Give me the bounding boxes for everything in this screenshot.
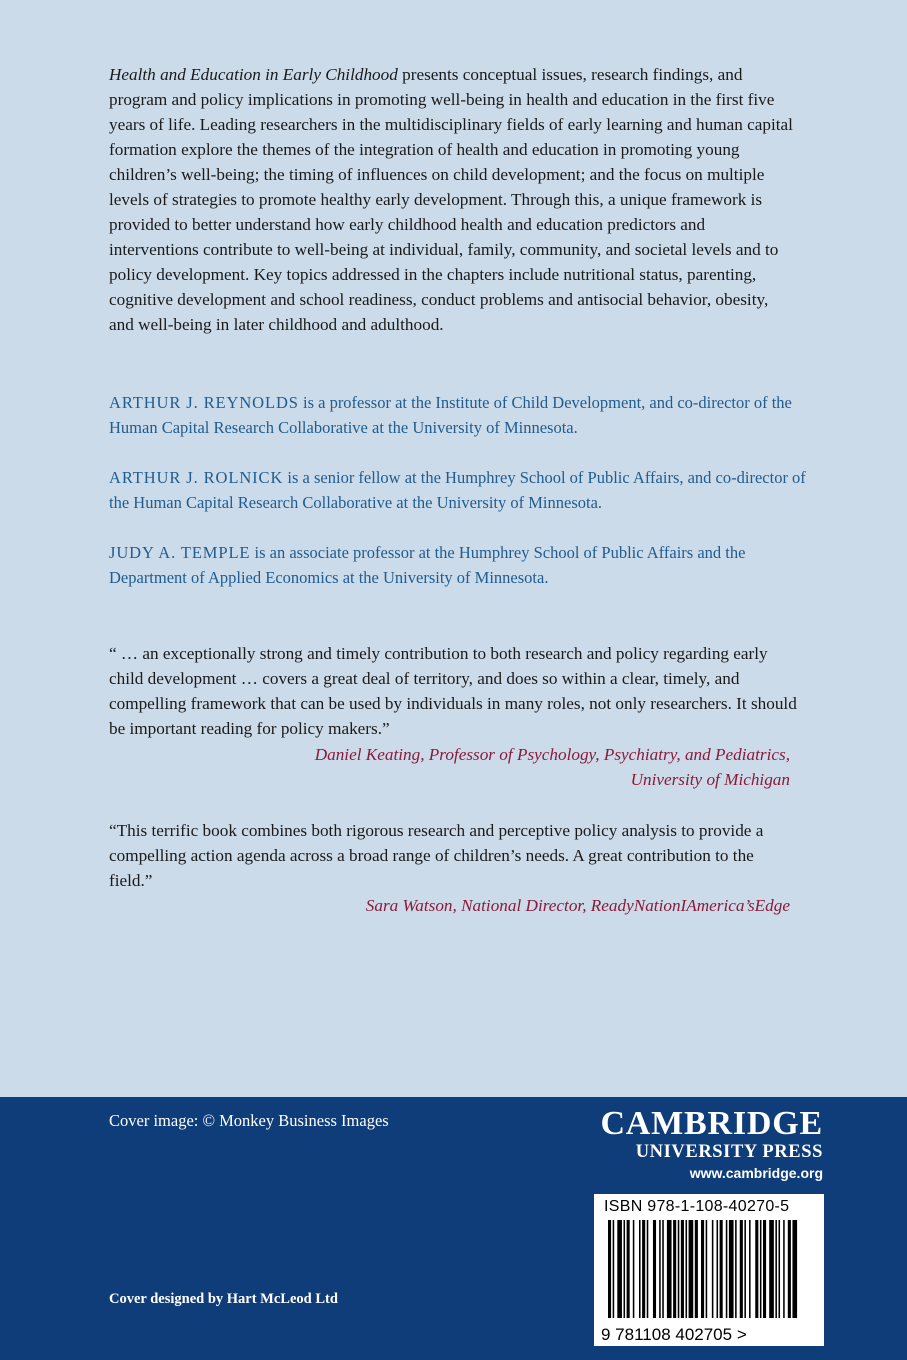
barcode xyxy=(594,1194,824,1346)
author-bio-reynolds xyxy=(109,390,809,440)
barcode-bar xyxy=(681,1220,684,1318)
endorsement-attribution-watson xyxy=(190,893,790,918)
barcode-bar xyxy=(642,1220,645,1318)
author-bio-temple xyxy=(109,540,809,590)
barcode-bar xyxy=(624,1220,626,1318)
barcode-bar xyxy=(783,1220,785,1318)
barcode-bar xyxy=(673,1220,676,1318)
publisher-logo xyxy=(600,1107,823,1183)
barcode-bar xyxy=(647,1220,649,1318)
endorsement-attribution-keating xyxy=(190,742,790,792)
barcode-bar xyxy=(744,1220,746,1318)
author-name: JUDY A. TEMPLE xyxy=(109,543,251,562)
barcode-bar xyxy=(788,1220,791,1318)
barcode-bar xyxy=(749,1220,751,1318)
barcode-bar xyxy=(617,1220,622,1318)
barcode-bar xyxy=(613,1220,615,1318)
barcode-bar xyxy=(678,1220,680,1318)
barcode-digits: 9 781108 402705 > xyxy=(601,1325,747,1344)
barcode-bar xyxy=(740,1220,743,1318)
barcode-bar xyxy=(662,1220,664,1318)
author-name: ARTHUR J. ROLNICK xyxy=(109,468,284,487)
endorsement-quote-keating: “ … an exceptionally strong and timely contribution to both research and policy regarding early child development … covers a great deal of territory, and does so within a clear, timely, and compelling framework that can be used by individuals in many roles, not only researchers. It should be important reading for policy makers.” xyxy=(109,644,797,738)
author-bio: is a professor at the Institute of Child Development, and co-director of the Human Capital Research Collaborative at the University of Minnesota. xyxy=(109,393,792,437)
barcode-bar xyxy=(667,1220,672,1318)
attribution-line: Sara Watson, National Director, ReadyNationIAmerica’sEdge xyxy=(365,896,790,915)
author-bio: is an associate professor at the Humphrey School of Public Affairs and the Department of Applied Economics at the University of Minnesota. xyxy=(109,543,746,587)
publisher-name: CAMBRIDGE xyxy=(600,1105,823,1142)
barcode-bars xyxy=(608,1220,797,1318)
author-bio: is a senior fellow at the Humphrey School of Public Affairs, and co-director of the Human Capital Research Collaborative at the University of Minnesota. xyxy=(109,468,806,512)
author-bio-rolnick xyxy=(109,465,809,515)
barcode-bar xyxy=(659,1220,661,1318)
publisher-footer xyxy=(0,1097,907,1360)
barcode-bar xyxy=(712,1220,714,1318)
barcode-bar xyxy=(701,1220,704,1318)
author-name: ARTHUR J. REYNOLDS xyxy=(109,393,299,412)
barcode-bar xyxy=(717,1220,719,1318)
barcode-bar xyxy=(769,1220,774,1318)
barcode-bar xyxy=(775,1220,777,1318)
barcode-bar xyxy=(735,1220,737,1318)
barcode-bar xyxy=(608,1220,611,1318)
barcode-bar xyxy=(760,1220,762,1318)
cover-image-credit: Cover image: © Monkey Business Images xyxy=(109,1111,389,1130)
barcode-bar xyxy=(729,1220,734,1318)
barcode-bar xyxy=(627,1220,630,1318)
publisher-subtitle: UNIVERSITY PRESS xyxy=(635,1142,823,1162)
barcode-bar xyxy=(633,1220,635,1318)
barcode-bar xyxy=(755,1220,758,1318)
publisher-url: www.cambridge.org xyxy=(689,1165,823,1181)
description-text: presents conceptual issues, research findings, and program and policy implications in promoting well-being in health and education in the first five years of life. Leading researchers in the multidisciplinary fields of early learning and human capital formation explore the themes of the integration of health and education in promoting young children’s well-being; the timing of influences on child development; and the focus on multiple levels of strategies to promote healthy early development. Through this, a unique framework is provided to better understand how early childhood health and education predictors and interventions contribute to well-being at individual, family, community, and societal levels and to policy development. Key topics addressed in the chapters include nutritional status, parenting, cognitive development and school readiness, conduct problems and antisocial behavior, obesity, and well-being in later childhood and adulthood. xyxy=(109,65,793,334)
barcode-bar xyxy=(686,1220,688,1318)
attribution-line: University of Michigan xyxy=(630,770,790,789)
book-title: Health and Education in Early Childhood xyxy=(109,65,398,84)
attribution-line: Daniel Keating, Professor of Psychology, Psychiatry, and Pediatrics, xyxy=(314,745,790,764)
barcode-bar xyxy=(763,1220,766,1318)
barcode-bar xyxy=(695,1220,698,1318)
barcode-bar xyxy=(779,1220,781,1318)
isbn-barcode-box xyxy=(594,1194,824,1346)
isbn-number: ISBN 978-1-108-40270-5 xyxy=(604,1198,790,1215)
book-description xyxy=(109,62,795,337)
barcode-bar xyxy=(639,1220,641,1318)
cover-designer-credit: Cover designed by Hart McLeod Ltd xyxy=(109,1291,338,1307)
barcode-bar xyxy=(653,1220,656,1318)
barcode-bar xyxy=(720,1220,723,1318)
barcode-bar xyxy=(689,1220,694,1318)
barcode-bar xyxy=(726,1220,728,1318)
barcode-bar xyxy=(792,1220,797,1318)
barcode-bar xyxy=(706,1220,708,1318)
endorsement-quote-watson: “This terrific book combines both rigorous research and perceptive policy analysis to provide a compelling action agenda across a broad range of children’s needs. A great contribution to the field.” xyxy=(109,821,764,890)
